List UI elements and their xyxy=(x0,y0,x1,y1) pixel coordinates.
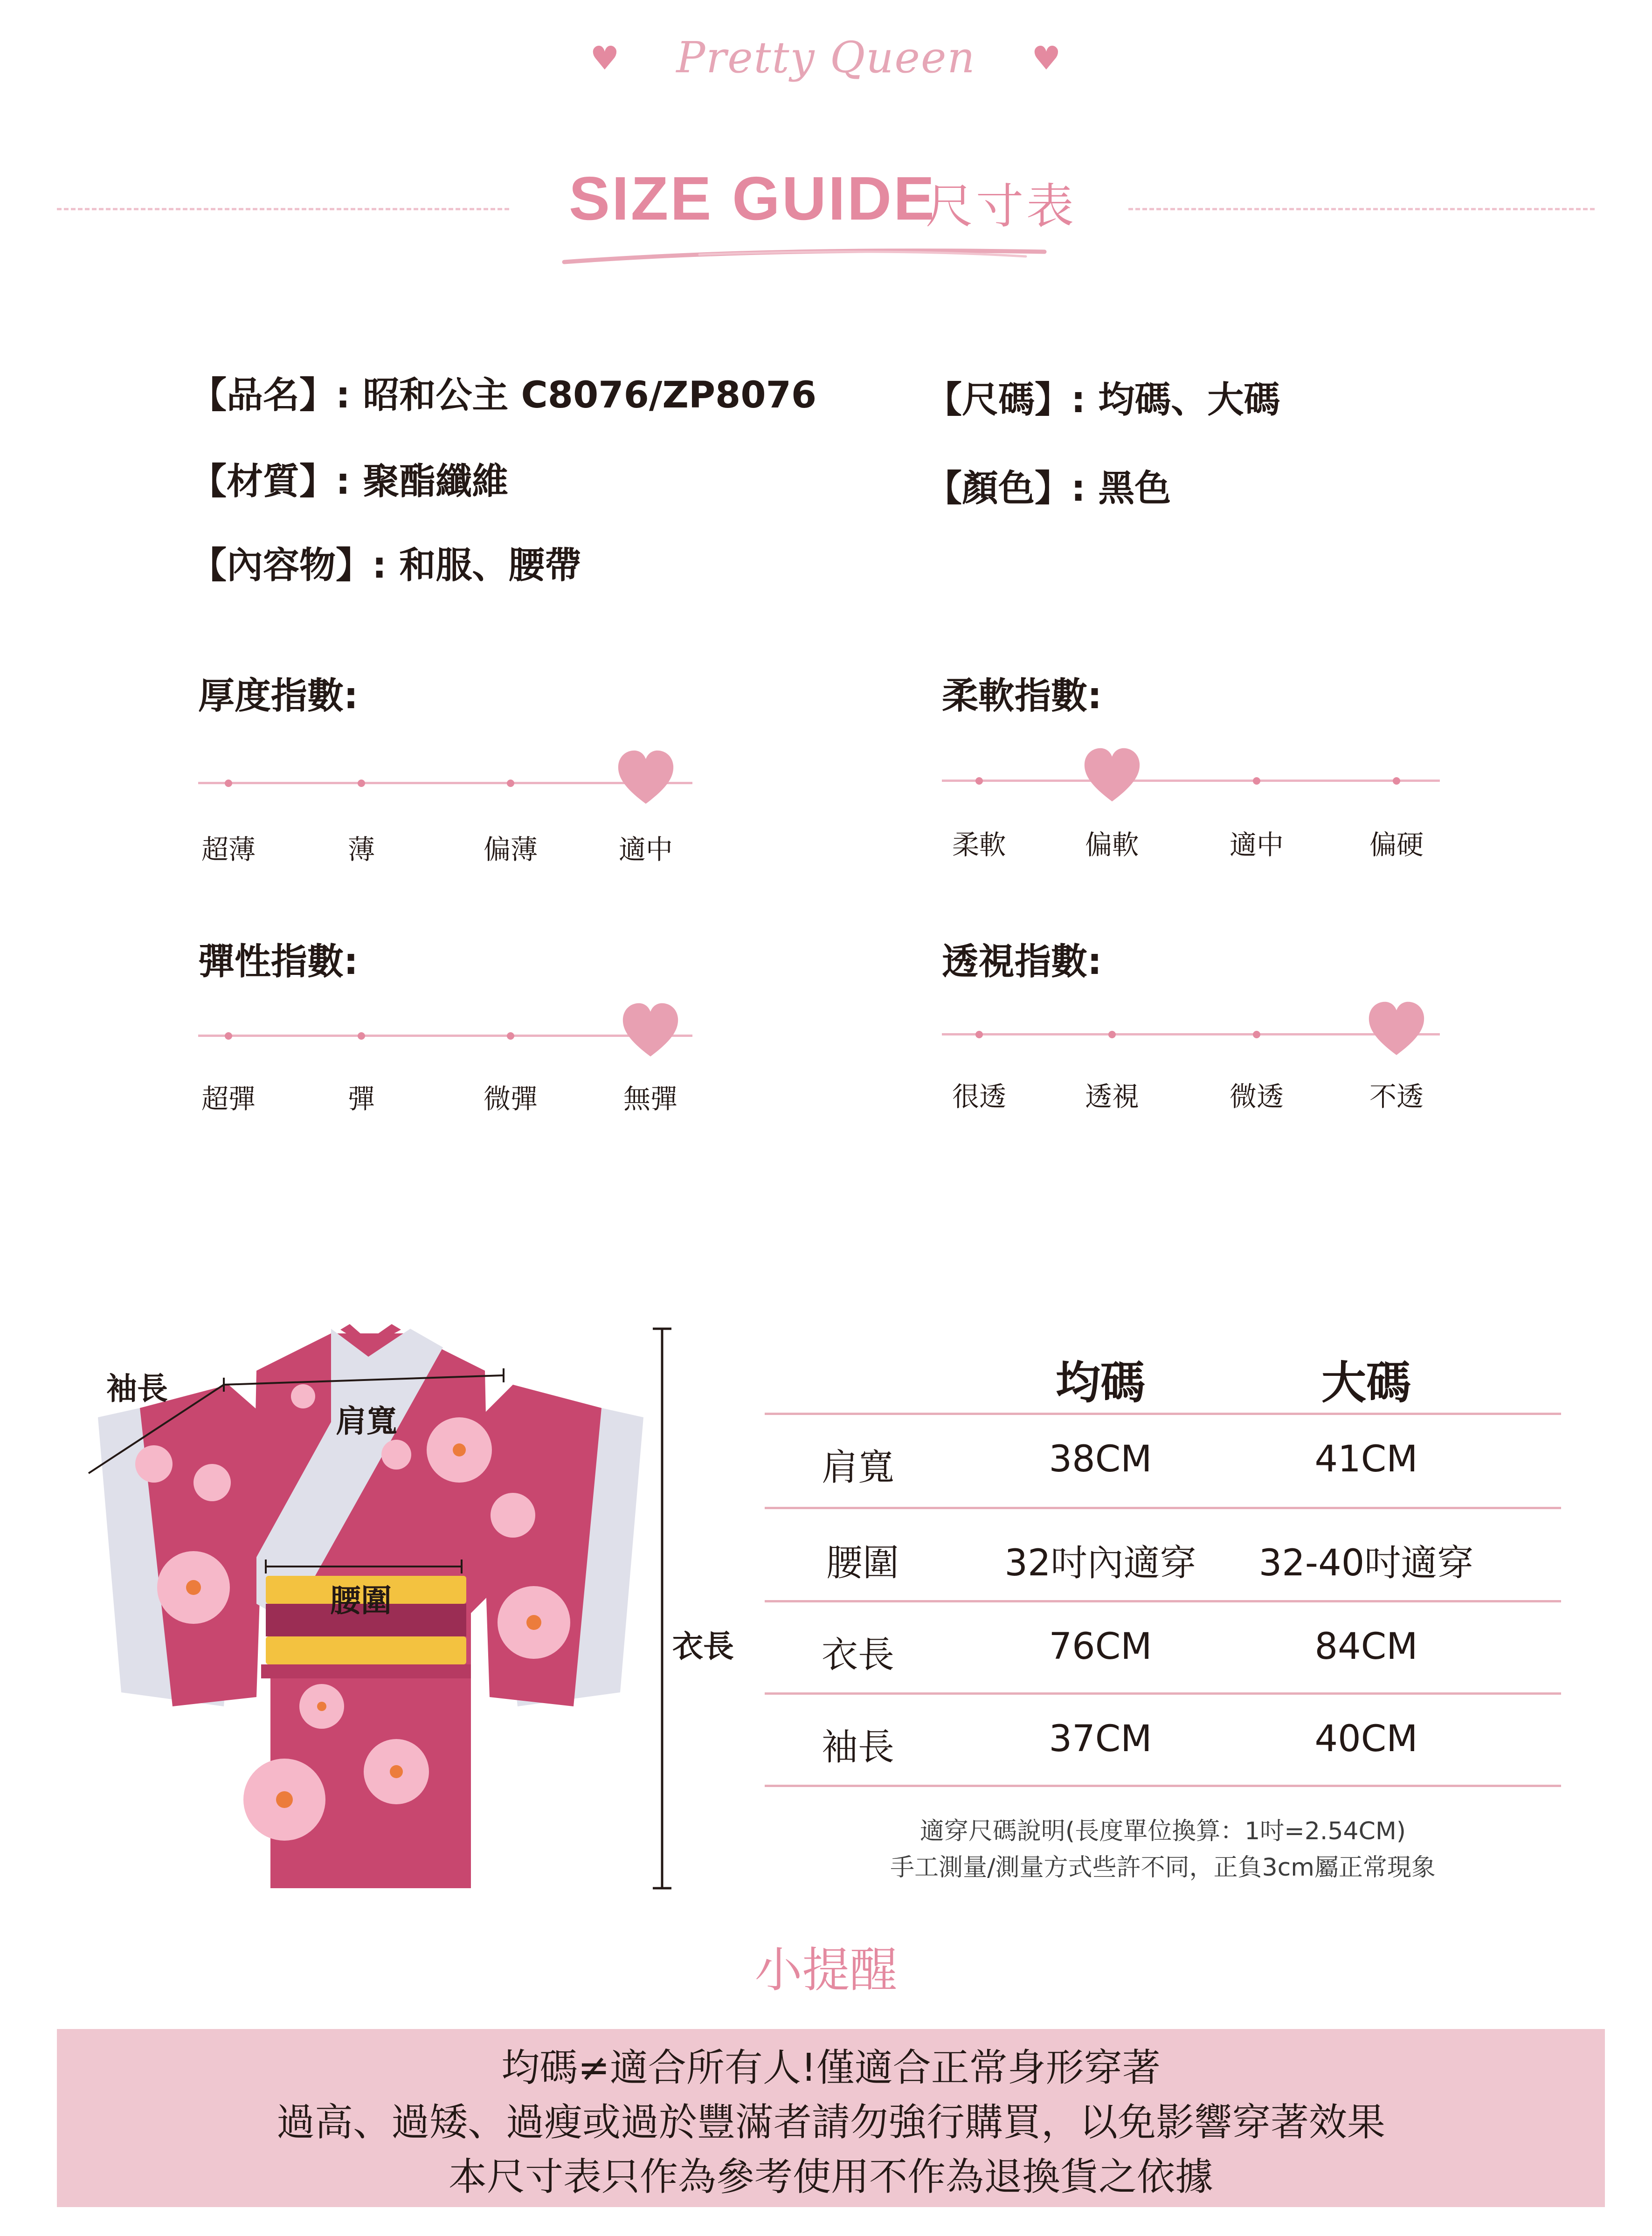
diagram-shoulder-label: 肩寬 xyxy=(336,1403,397,1439)
softness-scale-label: 偏硬 xyxy=(1369,829,1424,861)
thickness-scale-label: 薄 xyxy=(347,834,375,865)
brand-name: Pretty Queen xyxy=(676,33,976,83)
page-title: SIZE GUIDE xyxy=(569,164,937,233)
table-divider xyxy=(765,1785,1561,1787)
product-contents: 【內容物】: 和服、腰帶 xyxy=(190,545,581,587)
size-note-tolerance: 手工測量/測量方式些許不同，正負3cm屬正常現象 xyxy=(890,1854,1436,1882)
dashed-divider-left xyxy=(57,208,509,210)
product-material: 【材質】: 聚酯纖維 xyxy=(190,461,509,503)
table-cell: 32-40吋適穿 xyxy=(1258,1542,1474,1584)
elasticity-scale-dot xyxy=(358,1032,365,1040)
thickness-scale-label: 適中 xyxy=(618,834,673,865)
table-divider xyxy=(765,1692,1561,1695)
table-cell: 76CM xyxy=(1049,1626,1152,1668)
title-underline xyxy=(560,238,1072,270)
table-row-label: 袖長 xyxy=(821,1726,894,1768)
elasticity-track xyxy=(198,1035,692,1037)
elasticity-scale-dot xyxy=(507,1032,514,1040)
thickness-title: 厚度指數: xyxy=(198,675,359,717)
softness-scale-dot xyxy=(975,777,983,785)
thickness-scale-dot xyxy=(225,780,232,787)
table-divider xyxy=(765,1413,1561,1415)
size-note-conversion: 適穿尺碼說明(長度單位換算：1吋=2.54CM) xyxy=(919,1817,1406,1845)
heart-icon: ♥ xyxy=(590,39,621,77)
transparency-scale-label: 不透 xyxy=(1369,1081,1424,1112)
elasticity-title: 彈性指數: xyxy=(198,941,359,983)
table-divider xyxy=(765,1600,1561,1602)
softness-selected-heart-icon xyxy=(1083,746,1141,802)
product-name: 【品名】: 昭和公主 C8076/ZP8076 xyxy=(190,374,817,416)
diagram-length-label: 衣長 xyxy=(672,1629,734,1664)
transparency-scale-label: 很透 xyxy=(952,1081,1006,1112)
table-row-label: 肩寬 xyxy=(821,1447,894,1489)
reminder-line: 均碼≠適合所有人!僅適合正常身形穿著 xyxy=(501,2046,1161,2090)
transparency-scale-dot xyxy=(1253,1031,1260,1038)
heart-icon: ♥ xyxy=(1031,39,1062,77)
product-size: 【尺碼】: 均碼、大碼 xyxy=(926,379,1280,421)
table-cell: 40CM xyxy=(1314,1718,1418,1760)
transparency-selected-heart-icon xyxy=(1367,1000,1426,1056)
reminder-box xyxy=(57,2029,1605,2207)
softness-scale-dot xyxy=(1253,777,1260,785)
softness-title: 柔軟指數: xyxy=(942,675,1102,717)
transparency-scale-label: 微透 xyxy=(1229,1081,1284,1112)
table-row-label: 腰圍 xyxy=(826,1542,899,1584)
table-cell: 37CM xyxy=(1049,1718,1152,1760)
softness-scale-label: 柔軟 xyxy=(952,829,1006,861)
elasticity-scale-label: 超彈 xyxy=(201,1083,256,1115)
transparency-scale-dot xyxy=(975,1031,983,1038)
softness-track xyxy=(942,780,1440,782)
reminder-line: 本尺寸表只作為參考使用不作為退換貨之依據 xyxy=(448,2155,1213,2199)
reminder-line: 過高、過矮、過瘦或過於豐滿者請勿強行購買，以免影響穿著效果 xyxy=(276,2100,1385,2145)
table-header-one-size: 均碼 xyxy=(1056,1357,1145,1409)
transparency-scale-dot xyxy=(1108,1031,1116,1038)
thickness-selected-heart-icon xyxy=(616,749,675,805)
thickness-scale-dot xyxy=(507,780,514,787)
thickness-scale-dot xyxy=(358,780,365,787)
transparency-title: 透視指數: xyxy=(942,941,1102,983)
elasticity-scale-dot xyxy=(225,1032,232,1040)
table-cell: 41CM xyxy=(1314,1438,1418,1480)
table-row-label: 衣長 xyxy=(821,1634,894,1676)
transparency-track xyxy=(942,1033,1440,1035)
table-cell: 32吋內適穿 xyxy=(1004,1542,1196,1584)
softness-scale-label: 偏軟 xyxy=(1085,829,1139,861)
elasticity-scale-label: 微彈 xyxy=(483,1083,538,1115)
softness-scale-dot xyxy=(1393,777,1400,785)
diagram-sleeve-label: 袖長 xyxy=(106,1371,168,1407)
page-subtitle: 尺寸表 xyxy=(926,179,1077,235)
thickness-scale-label: 超薄 xyxy=(201,834,256,865)
softness-scale-label: 適中 xyxy=(1229,829,1284,861)
dashed-divider-right xyxy=(1128,208,1595,210)
table-header-large-size: 大碼 xyxy=(1321,1357,1411,1409)
reminder-title: 小提醒 xyxy=(754,1943,898,1998)
product-color: 【顏色】: 黑色 xyxy=(926,468,1171,510)
diagram-waist-label: 腰圍 xyxy=(330,1583,392,1619)
elasticity-scale-label: 無彈 xyxy=(623,1083,677,1115)
thickness-scale-label: 偏薄 xyxy=(483,834,538,865)
table-cell: 84CM xyxy=(1314,1626,1418,1668)
elasticity-selected-heart-icon xyxy=(621,1001,680,1057)
table-divider xyxy=(765,1507,1561,1509)
elasticity-scale-label: 彈 xyxy=(347,1083,375,1115)
table-cell: 38CM xyxy=(1049,1438,1152,1480)
brand-header xyxy=(0,33,1652,83)
transparency-scale-label: 透視 xyxy=(1085,1081,1139,1112)
